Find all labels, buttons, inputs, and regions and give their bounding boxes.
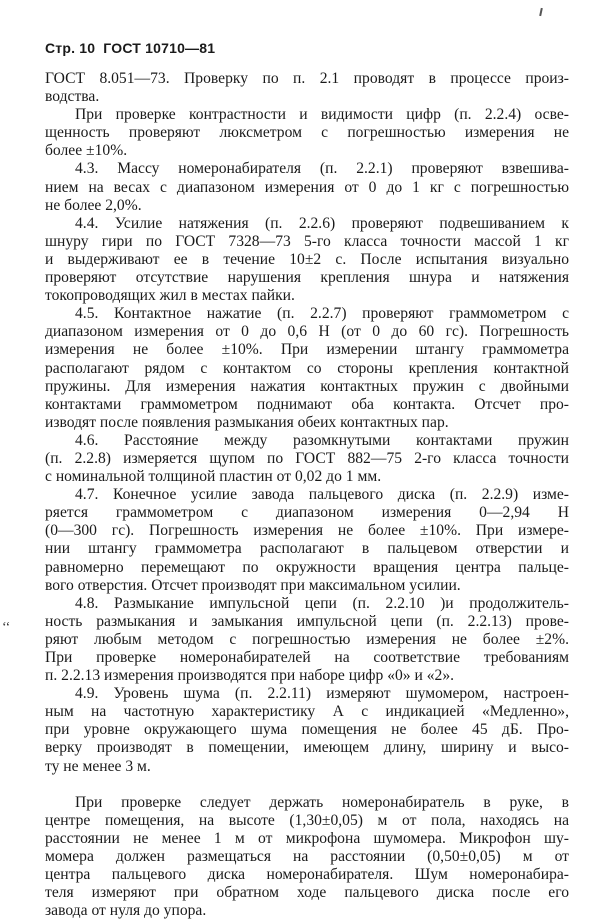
document-page [45, 40, 569, 920]
text-line: ГОСТ 8.051—73. Проверку по п. 2.1 проводят в процессе произ- [45, 70, 569, 87]
text-line: При проверке следует держать номеронабиратель в руке, в [75, 793, 569, 811]
text-line: пружины. Для измерения нажатия контактных пружин с двойными [45, 377, 569, 395]
text-line: контактами граммометром поднимают оба контакта. Отсчет про- [45, 395, 569, 413]
text-line: теля измеряют при обратном ходе пальцевого диска после его [45, 884, 569, 902]
text-line: 4.9. Уровень шума (п. 2.2.11) измеряют шумомером, настроен- [75, 685, 569, 703]
text-line: более ±10%. [45, 142, 128, 160]
text-line: расстоянии не менее 1 м от микрофона шумомера. Микрофон шу- [45, 829, 569, 847]
text-line: диапазоном измерения от 0 до 0,6 Н (от 0 до 60 гс). Погрешность [45, 323, 569, 341]
text-line: п. 2.2.13 измерения производятся при наборе цифр «0» и «2». [45, 667, 455, 685]
text-line: центра пальцевого диска номеронабирателя. Шум номеронабира- [45, 866, 569, 884]
text-line: водства. [45, 88, 100, 106]
text-line: При проверке номеронабирателей на соответствие требованиям [45, 649, 569, 666]
paragraph-p5 [45, 305, 569, 432]
text-line: щенность проверяют люксметром с погрешностью измерения не [45, 124, 569, 142]
paragraph-p4 [45, 215, 569, 305]
text-line: При проверке контрастности и видимости цифр (п. 2.2.4) осве- [75, 106, 569, 124]
text-line: шнуру гири по ГОСТ 7328—73 5-го класса точности массой 1 кг [45, 232, 569, 250]
text-line: равномерно перемещают по окружности вращения центра пальце- [45, 558, 569, 576]
text-line: верку производят в помещении, имеющем длину, ширину и высо- [45, 739, 569, 757]
text-line: измерения не более ±10%. При измерении штангу граммометра [45, 341, 569, 359]
paragraph-p7 [45, 486, 569, 595]
text-line: центре помещения, на высоте (1,30±0,05) м от пола, находясь на [45, 811, 569, 829]
text-line: изводят после появления размыкания обеих контактных пар. [45, 413, 449, 431]
text-line: располагают рядом с контактом со стороны крепления контактной [45, 359, 569, 377]
text-line: (0—300 гс). Погрешность измерения не более ±10%. При измере- [45, 522, 569, 540]
paragraph-p3 [45, 160, 569, 214]
text-line: момера должен размещаться на расстоянии (0,50±0,05) м от [45, 847, 569, 865]
text-line: и выдерживают ее в течение 10±2 с. После испытания визуально [45, 250, 569, 268]
margin-mark: ‘‘ [2, 620, 11, 635]
text-line: 4.5. Контактное нажатие (п. 2.2.7) проверяют граммометром с [75, 305, 569, 323]
text-line: завода от нуля до упора. [45, 902, 207, 920]
text-line: 4.7. Конечное усилие завода пальцевого диска (п. 2.2.9) изме- [75, 486, 569, 504]
text-line: ность размыкания и замыкания импульсной цепи (п. 2.2.13) прове- [45, 612, 569, 630]
text-line: ряют любым методом с погрешностью измерения не более ±2%. [45, 630, 569, 648]
paragraph-p6 [45, 432, 569, 486]
paragraph-p1 [45, 70, 569, 106]
paragraph-gap [45, 776, 569, 794]
text-line: не более 2,0%. [45, 196, 142, 214]
paragraph-p2 [45, 106, 569, 160]
text-line: (п. 2.2.8) измеряется щупом по ГОСТ 882—75 2-го класса точности [45, 449, 569, 467]
text-line: 4.4. Усилие натяжения (п. 2.2.6) проверяют подвешиванием к [75, 214, 569, 232]
text-line: при уровне окружающего шума помещения не более 45 дБ. Про- [45, 721, 569, 739]
paragraph-p10 [45, 794, 569, 920]
text-line: 4.3. Массу номеронабирателя (п. 2.2.1) проверяют взвешива- [75, 160, 569, 178]
text-line: ту не менее 3 м. [45, 757, 151, 775]
text-line: с номинальной толщиной пластин от 0,02 до 1 мм. [45, 468, 382, 486]
page-header [45, 40, 569, 56]
standard-code: ГОСТ 10710—81 [103, 40, 216, 56]
text-line: ным на частотную характеристику А с индикацией «Медленно», [45, 703, 569, 721]
scan-mark [539, 8, 543, 16]
text-line: проверяют отсутствие нарушения крепления шнура и натяжения [45, 269, 569, 287]
paragraph-p8 [45, 595, 569, 685]
text-line: токопроводящих жил в местах пайки. [45, 287, 295, 305]
text-line: нии штангу граммометра располагают в пальцевом отверстии и [45, 540, 569, 558]
paragraph-p9 [45, 685, 569, 775]
page-number: Стр. 10 [45, 40, 96, 56]
body-text [45, 70, 569, 920]
text-line: вого отверстия. Отсчет производят при максимальном усилии. [45, 576, 461, 594]
text-line: 4.8. Размыкание импульсной цепи (п. 2.2.10 )и продолжитель- [75, 594, 569, 612]
text-line: ряется граммометром с диапазоном измерения 0—2,94 Н [45, 504, 569, 522]
text-line: 4.6. Расстояние между разомкнутыми контактами пружин [75, 431, 569, 449]
text-line: нием на весах с диапазоном измерения от 0 до 1 кг с погрешностью [45, 178, 569, 196]
